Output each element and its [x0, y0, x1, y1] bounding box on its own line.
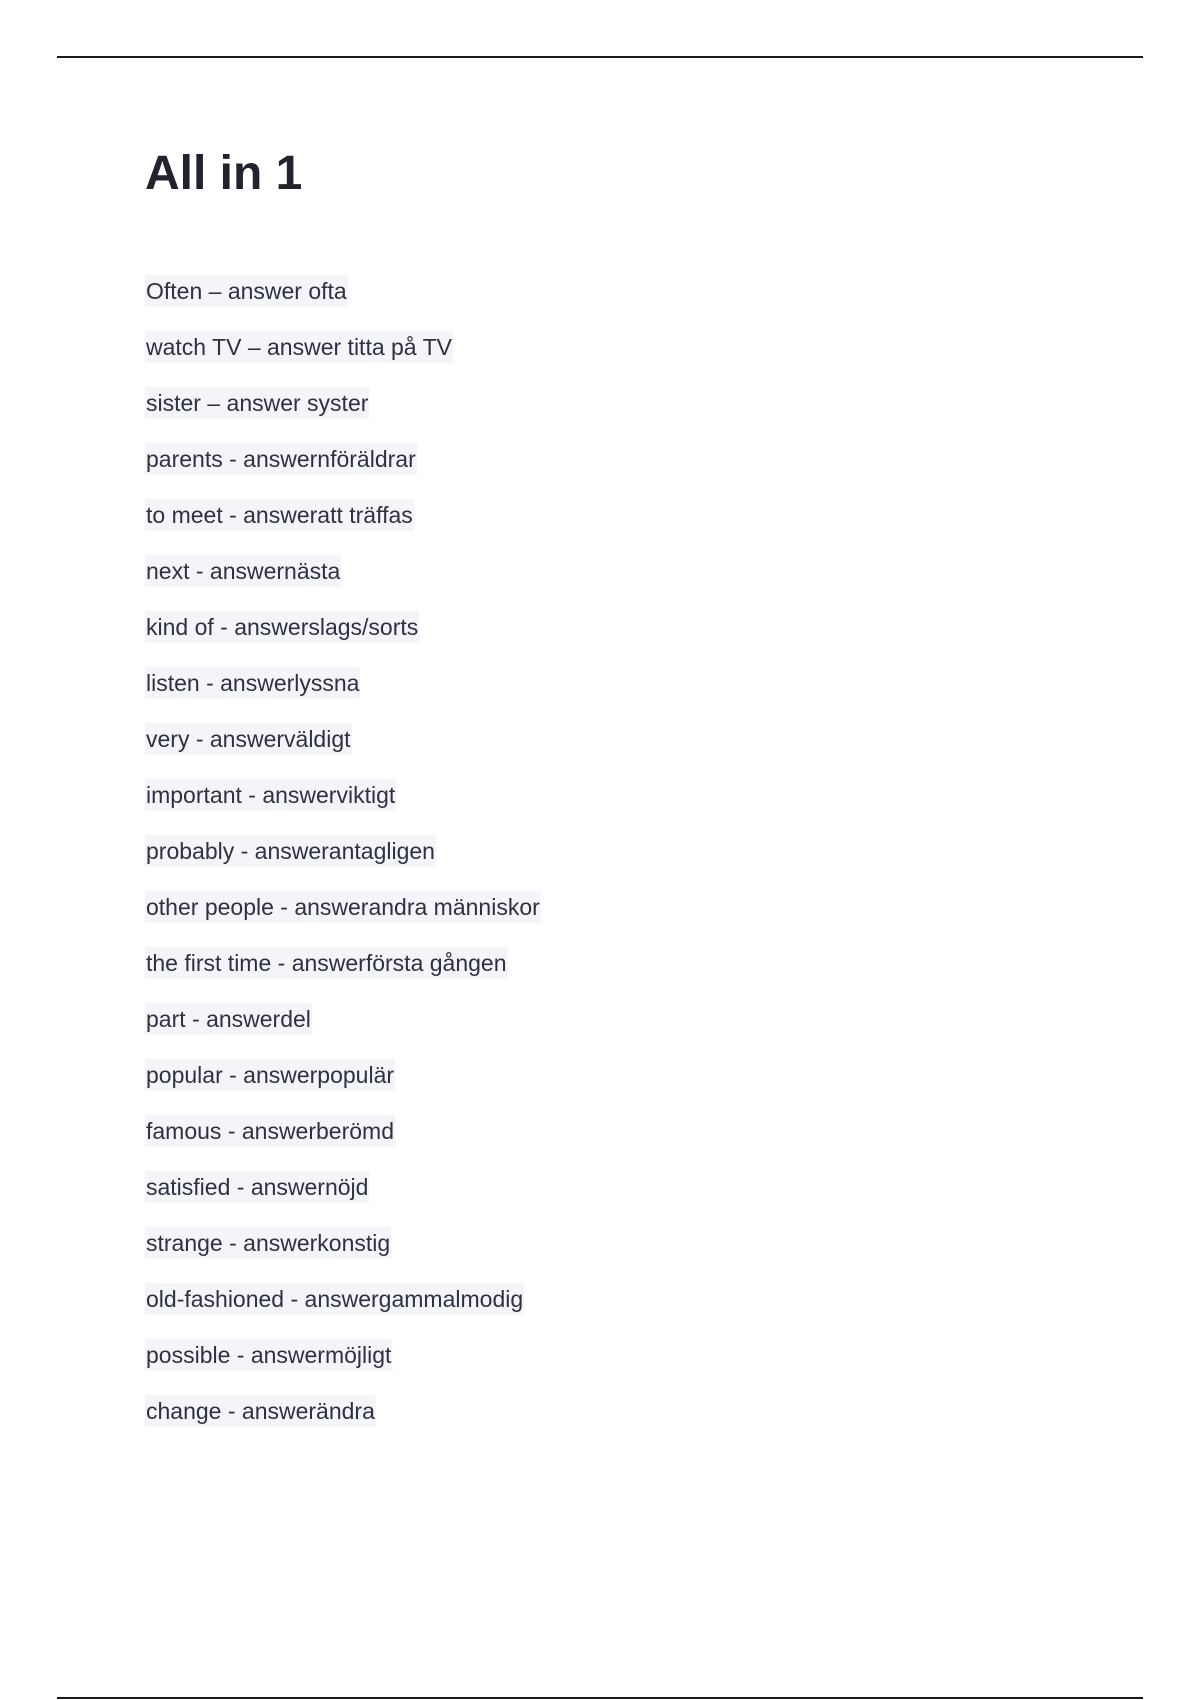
- list-item: [145, 1339, 541, 1395]
- list-item: [145, 667, 541, 723]
- list-item: [145, 443, 541, 499]
- term-text[interactable]: famous - answerberömd: [145, 1115, 395, 1147]
- list-item: [145, 387, 541, 443]
- bottom-divider: [57, 1697, 1143, 1699]
- term-text[interactable]: old-fashioned - answergammalmodig: [145, 1283, 524, 1315]
- document-body: [145, 140, 1145, 1424]
- term-text[interactable]: part - answerdel: [145, 1003, 312, 1035]
- term-text[interactable]: popular - answerpopulär: [145, 1059, 395, 1091]
- term-text[interactable]: the first time - answerförsta gången: [145, 947, 508, 979]
- list-item: [145, 835, 541, 891]
- list-item: [145, 1171, 541, 1227]
- page-title: All in 1: [145, 147, 303, 200]
- term-text[interactable]: important - answerviktigt: [145, 779, 396, 811]
- list-item: [145, 947, 541, 1003]
- term-text[interactable]: satisfied - answernöjd: [145, 1171, 369, 1203]
- term-text[interactable]: possible - answermöjligt: [145, 1339, 392, 1371]
- list-item: [145, 779, 541, 835]
- term-text[interactable]: watch TV – answer titta på TV: [145, 331, 453, 363]
- term-text[interactable]: change - answerändra: [145, 1395, 376, 1427]
- list-item: [145, 1395, 541, 1451]
- top-divider: [57, 56, 1143, 58]
- list-item: [145, 1003, 541, 1059]
- term-text[interactable]: probably - answerantagligen: [145, 835, 436, 867]
- term-text[interactable]: strange - answerkonstig: [145, 1227, 391, 1259]
- list-item: [145, 499, 541, 555]
- term-text[interactable]: next - answernästa: [145, 555, 341, 587]
- term-text[interactable]: sister – answer syster: [145, 387, 369, 419]
- term-text[interactable]: to meet - answeratt träffas: [145, 499, 414, 531]
- list-item: [145, 1227, 541, 1283]
- list-item: [145, 1115, 541, 1171]
- term-text[interactable]: very - answerväldigt: [145, 723, 352, 755]
- term-text[interactable]: listen - answerlyssna: [145, 667, 360, 699]
- list-item: [145, 1059, 541, 1115]
- term-list: [145, 275, 541, 1451]
- term-text[interactable]: parents - answernföräldrar: [145, 443, 417, 475]
- list-item: [145, 1283, 541, 1339]
- term-text[interactable]: kind of - answerslags/sorts: [145, 611, 419, 643]
- list-item: [145, 275, 541, 331]
- list-item: [145, 611, 541, 667]
- list-item: [145, 555, 541, 611]
- term-text[interactable]: Often – answer ofta: [145, 275, 348, 307]
- list-item: [145, 331, 541, 387]
- list-item: [145, 891, 541, 947]
- term-text[interactable]: other people - answerandra människor: [145, 891, 541, 923]
- list-item: [145, 723, 541, 779]
